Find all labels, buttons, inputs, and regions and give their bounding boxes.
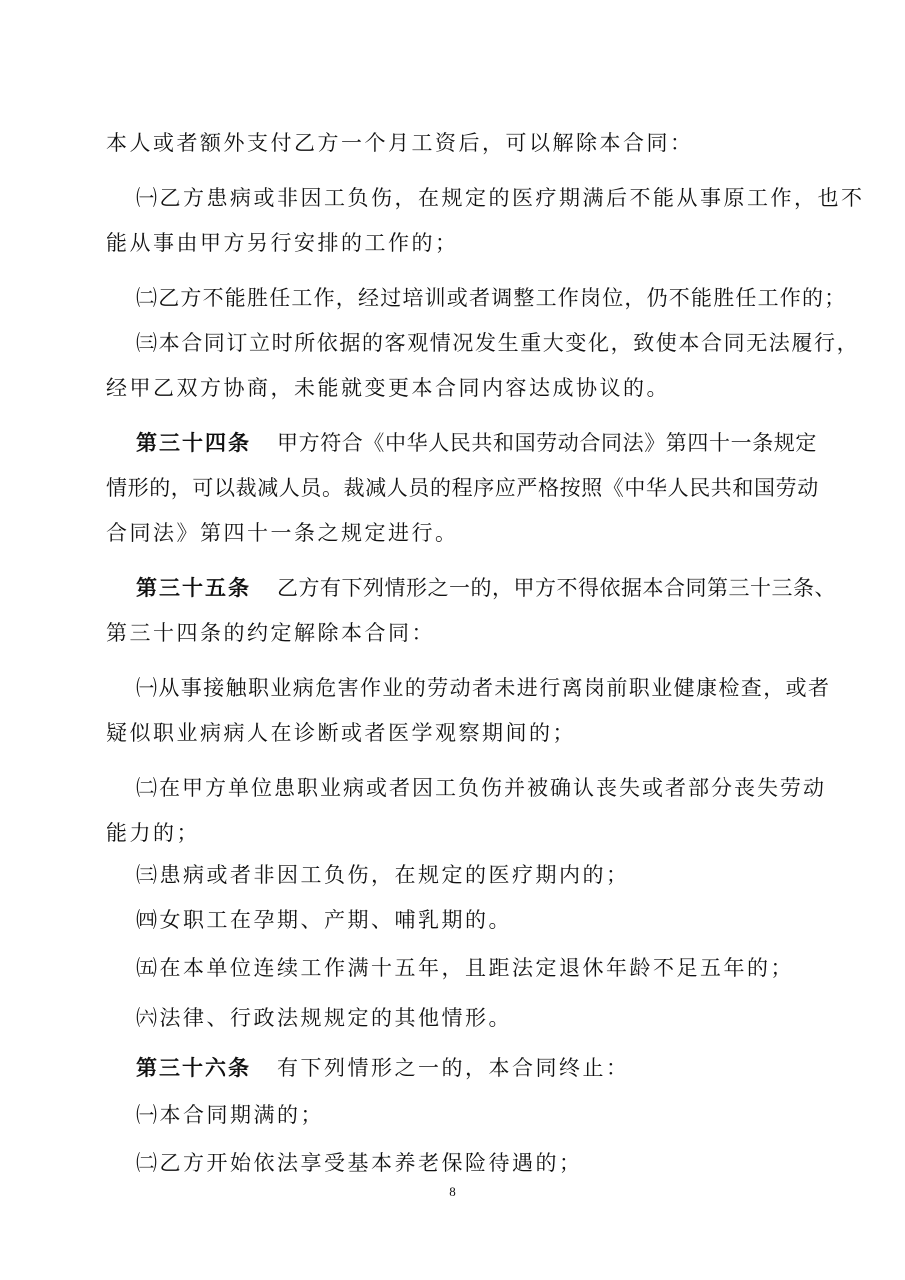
line-text: ㈠本合同期满的； [136, 1103, 324, 1127]
line-text: ㈥法律、行政法规规定的其他情形。 [136, 1006, 512, 1030]
line-text: ㈣女职工在孕期、产期、哺乳期的。 [136, 908, 512, 932]
article-heading: 第三十五条 [136, 576, 251, 600]
line-text: 情形的，可以裁减人员。裁减人员的程序应严格按照《中华人民共和国劳动 [106, 476, 819, 500]
line-text: 能力的； [106, 821, 200, 845]
line-text: ㈡在甲方单位患职业病或者因工负伤并被确认丧失或者部分丧失劳动 [136, 776, 826, 800]
line-text: ㈡乙方开始依法享受基本养老保险待遇的； [136, 1151, 583, 1175]
line-text: ㈡乙方不能胜任工作，经过培训或者调整工作岗位，仍不能胜任工作的； [136, 286, 847, 310]
line-text: 能从事由甲方另行安排的工作的； [106, 231, 459, 255]
line-text: 疑似职业病病人在诊断或者医学观察期间的； [106, 721, 576, 745]
line-text: 合同法》第四十一条之规定进行。 [106, 521, 459, 545]
line-text: ㈢本合同订立时所依据的客观情况发生重大变化，致使本合同无法履行， [136, 331, 860, 355]
article-heading: 第三十六条 [136, 1056, 251, 1080]
line-text: 乙方有下列情形之一的，甲方不得依据本合同第三十三条、 [277, 576, 836, 600]
article-heading: 第三十四条 [136, 431, 251, 455]
line-text: 有下列情形之一的，本合同终止： [277, 1056, 630, 1080]
line-text: 经甲乙双方协商，未能就变更本合同内容达成协议的。 [106, 376, 670, 400]
line-text: ㈠从事接触职业病危害作业的劳动者未进行离岗前职业健康检查，或者 [136, 676, 831, 700]
line-text: ㈠乙方患病或非因工负伤，在规定的医疗期满后不能从事原工作，也不 [136, 186, 865, 210]
line-text: ㈢患病或者非因工负伤，在规定的医疗期内的； [136, 863, 630, 887]
page-number: 8 [449, 1184, 456, 1199]
line-text: ㈤在本单位连续工作满十五年，且距法定退休年龄不足五年的； [136, 956, 794, 980]
line-text: 甲方符合《中华人民共和国劳动合同法》第四十一条规定 [277, 431, 817, 455]
line-text: 第三十四条的约定解除本合同： [106, 621, 435, 645]
line-text: 本人或者额外支付乙方一个月工资后，可以解除本合同： [106, 131, 694, 155]
